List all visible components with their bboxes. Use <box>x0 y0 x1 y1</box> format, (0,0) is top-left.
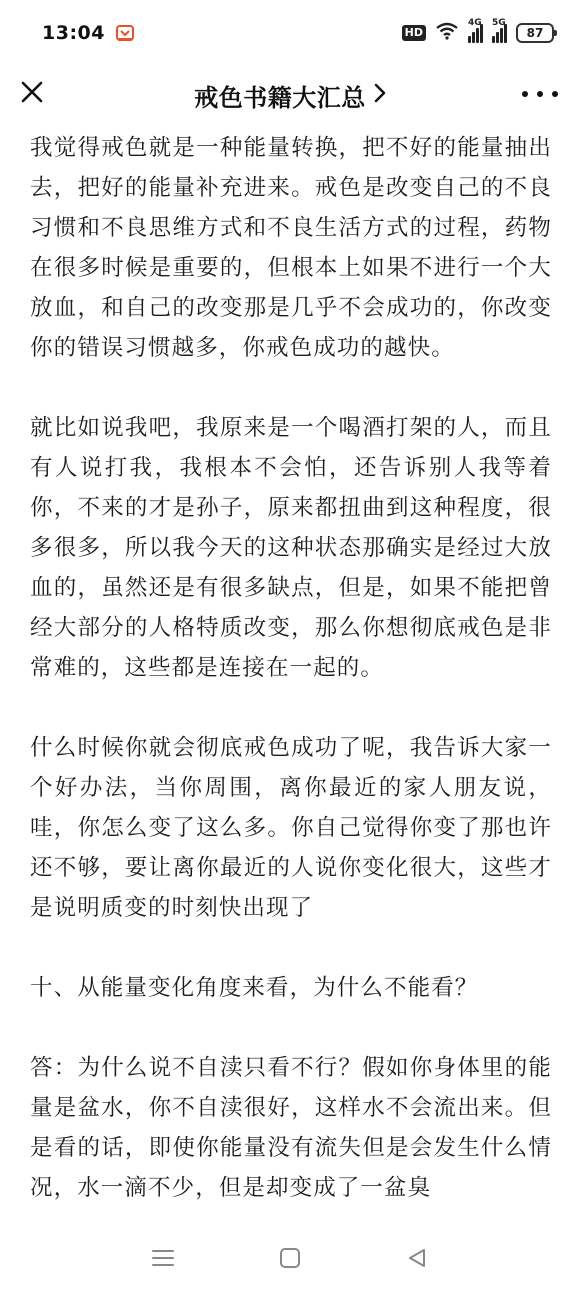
article-paragraph: 什么时候你就会彻底戒色成功了呢，我告诉大家一个好办法，当你周围，离你最近的家人朋友说，哇，你怎么变了这么多。你自己觉得你变了那也许还不够，要让离你最近的人说你变化很大，这些才是说明质变的时刻快出现了 <box>30 735 552 921</box>
home-button[interactable] <box>270 1240 310 1280</box>
app-notification-icon <box>115 23 135 43</box>
more-icon-dot <box>522 91 528 97</box>
article-paragraph: 我觉得戒色就是一种能量转换，把不好的能量抽出去，把好的能量补充进来。戒色是改变自己的不良习惯和不良思维方式和不良生活方式的过程，药物在很多时候是重要的，但根本上如果不进行一个大放血，和自己的改变那是几乎不会成功的，你改变你的错误习惯越多，你戒色成功的越快。 <box>30 135 552 361</box>
system-nav-bar <box>0 1225 580 1295</box>
status-icons <box>402 17 554 44</box>
back-icon <box>406 1247 428 1273</box>
more-icon-dot <box>537 91 543 97</box>
battery-level: 87 <box>526 26 544 40</box>
wifi-icon <box>435 22 459 44</box>
status-bar <box>0 0 580 66</box>
battery-indicator <box>516 23 554 43</box>
nav-title-link[interactable] <box>194 78 386 113</box>
signal-4g-label: 4G <box>468 17 482 28</box>
article-heading: 十、从能量变化角度来看，为什么不能看？ <box>30 975 479 1001</box>
close-icon <box>20 80 44 108</box>
more-icon-dot <box>552 91 558 97</box>
signal-4g-icon <box>468 17 483 43</box>
status-time: 13:04 <box>42 22 105 44</box>
recent-apps-button[interactable] <box>143 1240 183 1280</box>
signal-5g-label: 5G <box>492 17 506 28</box>
close-button[interactable] <box>14 76 50 112</box>
article-paragraph: 就比如说我吧，我原来是一个喝酒打架的人，而且有人说打我，我根本不会怕，还告诉别人我等着你，不来的才是孙子，原来都扭曲到这种程度，很多很多，所以我今天的这种状态那确实是经过大放血的，虽然还是有很多缺点，但是，如果不能把曾经大部分的人格特质改变，那么你想彻底戒色是非常难的，这些都是连接在一起的。 <box>30 415 552 681</box>
nav-bar <box>0 66 580 124</box>
menu-icon <box>151 1248 175 1272</box>
signal-5g-icon <box>492 17 507 43</box>
article-body[interactable] <box>30 128 552 1220</box>
chevron-right-icon <box>374 83 386 107</box>
more-options-button[interactable] <box>522 79 558 109</box>
home-icon <box>279 1247 301 1273</box>
back-button[interactable] <box>397 1240 437 1280</box>
page-title: 戒色书籍大汇总 <box>194 83 366 112</box>
hd-badge: HD <box>402 25 426 41</box>
article-paragraph: 答：为什么说不自渎只看不行？假如你身体里的能量是盆水，你不自渎很好，这样水不会流出来。但是看的话，即使你能量没有流失但是会发生什么情况，水一滴不少，但是却变成了一盆臭 <box>30 1055 552 1201</box>
